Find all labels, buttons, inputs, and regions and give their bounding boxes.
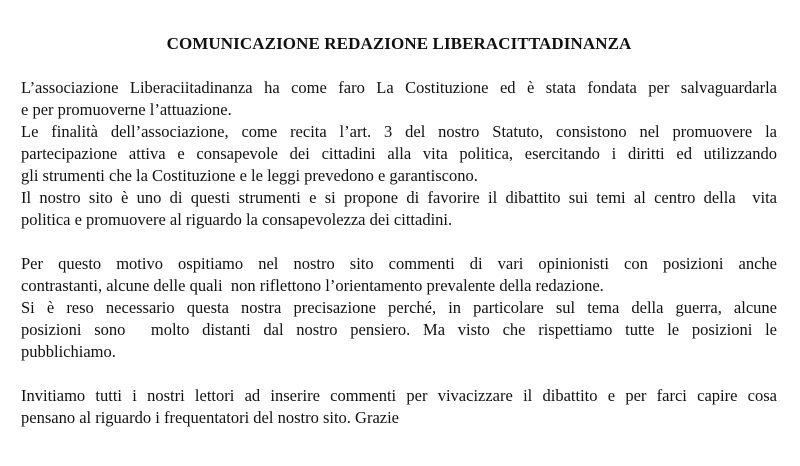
text-line: pensano al riguardo i frequentatori del nostro sito. Grazie (21, 408, 400, 427)
text-line: posizioni sono molto distanti dal nostro pensiero. Ma visto che rispettiamo tutte le posizioni le (21, 320, 777, 339)
text-line: Il nostro sito è uno di questi strumenti e si propone di favorire il dibattito sui temi al centro della vita (21, 188, 777, 207)
text-line: gli strumenti che la Costituzione e le leggi prevedono e garantiscono. (21, 166, 478, 185)
text-line: contrastanti, alcune delle quali non riflettono l’orientamento prevalente della redazione. (21, 276, 604, 295)
text-line: L’associazione Liberaciitadinanza ha come faro La Costituzione ed è stata fondata per salvaguardarla (21, 78, 777, 97)
text-line: e per promuoverne l’attuazione. (21, 100, 232, 119)
text-line: pubblichiamo. (21, 342, 116, 361)
text-line: politica e promuovere al riguardo la consapevolezza dei cittadini. (21, 210, 453, 229)
page-title: COMUNICAZIONE REDAZIONE LIBERACITTADINANZA (166, 34, 632, 53)
text-line: partecipazione attiva e consapevole dei cittadini alla vita politica, esercitando i diritti ed utilizzando (21, 144, 777, 163)
text-line: Invitiamo tutti i nostri lettori ad inserire commenti per vivacizzare il dibattito e per farci capire cosa (21, 386, 777, 405)
text-line: Le finalità dell’associazione, come recita l’art. 3 del nostro Statuto, consistono nel promuovere la (21, 122, 777, 141)
paragraph-invitation (21, 385, 777, 429)
text-line: Si è reso necessario questa nostra precisazione perché, in particolare sul tema della guerra, alcune (21, 298, 777, 317)
paragraph-editorial-position (21, 253, 777, 363)
text-line: Per questo motivo ospitiamo nel nostro sito commenti di vari opinionisti con posizioni anche (21, 254, 777, 273)
paragraph-association-intro (21, 77, 777, 231)
